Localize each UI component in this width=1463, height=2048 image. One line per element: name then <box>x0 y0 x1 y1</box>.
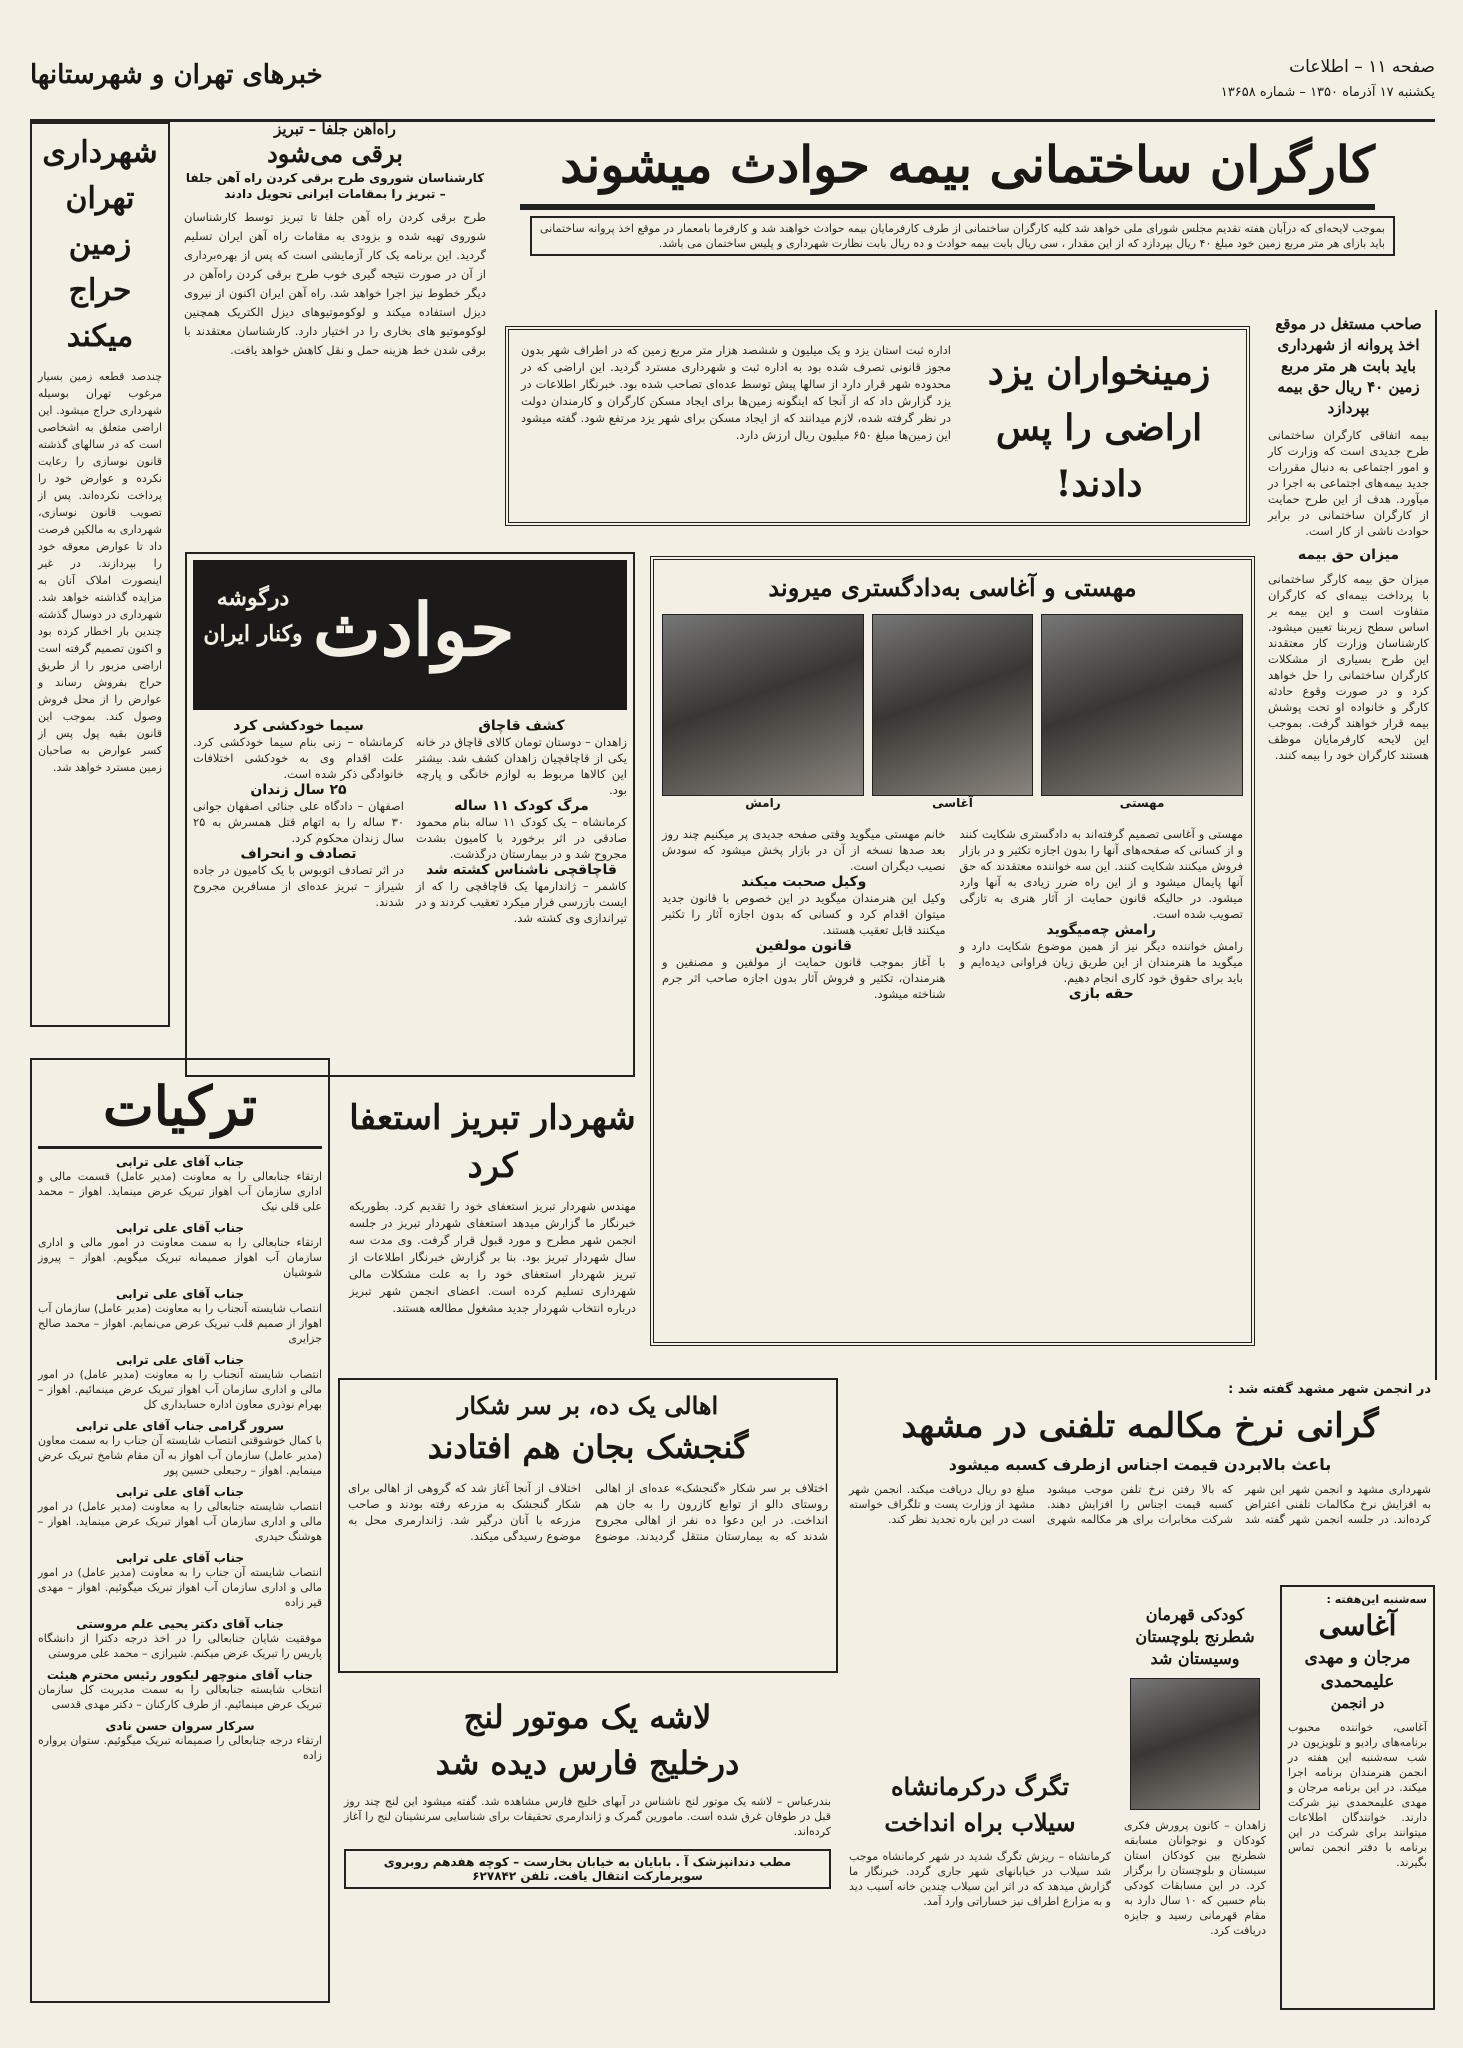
singers-body: رامش خواننده دیگر نیز از همین موضوع شکایت دارد و میگوید ما هنرمندان از این طریق زیان فراوانی دیده‌ایم و باید برای حقوق خود کاری انجام دهیم. <box>959 939 1243 985</box>
congratulations-title: ترکیات <box>38 1066 322 1149</box>
section-title: خبرهای تهران و شهرستانها <box>30 60 323 90</box>
singers-sub: وکیل صحبت میکند <box>741 874 867 890</box>
congrats-item: جناب آقای منوچهر لیکوور رئیس محترم هیئت انتخاب شایسته جنابعالی را به سمت مدیریت کل سازمان تبریک عرض مینمائیم. از طرف کارکنان – دکتر مهدی قدسی <box>38 1668 322 1711</box>
phone-rate-story <box>845 1378 1435 1558</box>
singers-body: مهستی و آغاسی تصمیم گرفته‌اند به دادگستری شکایت کنند و از کسانی که صفحه‌های آنها را بدون اجازه تکثیر و در بازار فروش میکنند شکایت کنند. این سه خواننده معتقدند که حق آنها پایمال میشود و از این راه ضرر زیادی به آنها وارد میشود. در حالیکه قانون حمایت از آثار هنری به تازگی تصویب شده است. <box>959 827 1243 921</box>
congratulations-section <box>30 1058 330 2003</box>
lead-story <box>500 126 1435 276</box>
chess-body: زاهدان – کانون پرورش فکری کودکان و نوجوانان مسابقه شطرنج بین کودکان استان سیستان و بلوچستان را برگزار کرد. در این مسابقات کودکی بنام حسین که ۱۰ سال دارد به مقام قهرمانی رسید و جایزه دریافت کرد. <box>1124 1819 1266 1937</box>
dentist-ad: مطب دندانپزشک آ . بابایان به خیابان بخارست – کوچه هفدهم روبروی سوپرمارکت انتقال یافت. تلفن ۶۲۷۸۴۲ <box>344 1849 831 1889</box>
railway-title: برقی می‌شود <box>267 139 403 168</box>
photo-ramesh <box>662 614 864 814</box>
insurance-detail-head: صاحب مستغل در موقع اخذ پروانه از شهرداری باید بابت هر متر مربع زمین ۴۰ ریال حق بیمه بپردازد <box>1275 315 1422 417</box>
tabriz-body: مهندس شهردار تبریز استعفای خود را تقدیم کرد. بطوریکه خبرنگار ما گزارش میدهد استعفای شهردار تبریز در جلسه انجمن شهر مطرح و مورد قبول قرار گرفت. وی مدت سه سال شهردار تبریز بود. بنا بر گزارش خبرنگار اطلاعات از تبریز شهردار استعفای خود را به علت مشکلات مالی شهرداری تسلیم کرده است. اعضای انجمن شهر تبریز درباره انتخاب شهردار جدید مشغول مطالعه هستند. <box>349 1199 636 1315</box>
lenj-title2: درخلیج فارس دیده شد <box>435 1744 740 1782</box>
lenj-body: بندرعباس – لاشه یک موتور لنج ناشناس در آبهای خلیج فارس مشاهده شد. گفته میشود این لنج چند روز قبل در طوفان غرق شده است. مامورین گمرک و ژاندارمری تحقیقات برای شناسایی سرنشینان لنج را آغاز کرده‌اند. <box>344 1795 831 1838</box>
tehran-auction-title: شهرداری تهران زمین حراج میکند <box>42 135 158 354</box>
sparrow-story <box>338 1378 838 1673</box>
lead-intro: بموجب لایحه‌ای که درآبان هفته تقدیم مجلس شورای ملی خواهد شد کلیه کارگران ساختمانی از طرف کارفرمایان بیمه حوادث خواهند شد و کارفرما بامعمار در موقع اخذ پروانه ساختمانی باید بازای هر متر مربع زمین خود مبلغ ۴۰ ریال بپردازد که از این مقدار ، سی ریال بابت بیمه حوادث و ده ریال بابت نظارت شهرداری و پلیس ساختمان می باشد. <box>530 216 1395 256</box>
lead-title: کارگران ساختمانی بیمه حوادث میشوند <box>560 135 1375 194</box>
incident-item: سیما خودکشی کرد کرمانشاه – زنی بنام سیما خودکشی کرد. علت اقدام وی به خودکشی اختلافات خانوادگی ذکر شده است. <box>193 718 404 781</box>
kermanshah-title2: سیلاب براه انداخت <box>884 1808 1076 1837</box>
lenj-story <box>340 1690 835 2010</box>
ad-body: آغاسی، خواننده محبوب برنامه‌های رادیو و تلویزیون در شب سه‌شنبه این هفته در انجمن هنرمندان برنامه اجرا میکند. در این برنامه مرجان و مهدی علیمحمدی نیز شرکت دارند. خوانندگان اطلاعات میتوانند برای شرکت در این برنامه با دفتر انجمن تماس بگیرند. <box>1288 1721 1427 1869</box>
yazd-landowners-story <box>505 326 1250 526</box>
kermanshah-body: کرمانشاه – ریزش تگرگ شدید در شهر کرمانشاه موجب شد سیلاب در خیابانهای شهر جاری گردد. خبرنگار ما گزارش میدهد که در اثر این سیلاب چندین خانه آسیب دید و به مزارع اطراف نیز خساراتی وارد آمد. <box>849 1850 1111 1908</box>
tabriz-mayor-story <box>345 1090 640 1350</box>
phone-kicker: در انجمن شهر مشهد گفته شد : <box>1228 1382 1431 1397</box>
masthead <box>30 52 1435 122</box>
sparrow-body: اختلاف بر سر شکار «گنجشک» عده‌ای از اهالی روستای دالو از توابع کازرون را به جان هم انداخت. در این دعوا ده نفر از اهالی مجروح شدند که به بیمارستان منتقل گردیدند. موضوع اختلاف از آنجا آغاز شد که گروهی از اهالی برای شکار گنجشک به مزرعه رفته بودند و صاحب مزرعه با آنان درگیر شد. ژاندارمری محل به موضوع رسیدگی میکند. <box>348 1481 828 1543</box>
photo-mahasti <box>1041 614 1243 814</box>
incidents-section <box>185 552 635 1077</box>
phone-sub: باعث بالابردن قیمت اجناس ازطرف کسبه میشود <box>948 1455 1332 1474</box>
incidents-title: حوادث <box>313 587 515 672</box>
railway-body: طرح برقی کردن راه آهن جلفا تا تبریز توسط کارشناسان شوروی تهیه شده و بزودی به مقامات راه آهن ایران تسلیم گردید. این برنامه یک کار آزمایشی است که پس از بهره‌برداری از آن در صورت نتیجه گیری خوب طرح برقی کردن راه‌آهن در دیگر خطوط نیز اجرا خواهد شد. راه آهن ایران اکنون از نیروی دیزل استفاده میکند و لوکوموتیوهای دیزل الکتریک همچنین لوکوموتیو های بخاری را در اختیار دارد. کارشناسان معتقدند با برقی شدن خط هزینه حمل و نقل کاهش خواهد یافت. <box>184 210 486 357</box>
insurance-detail-sub: میزان حق بیمه <box>1297 547 1400 563</box>
singers-sub: رامش چه‌میگوید <box>1046 922 1156 938</box>
yazd-body: اداره ثبت استان یزد و یک میلیون و ششصد هزار متر مربع زمین که در اطراف شهر بدون مجوز قانونی تصرف شده بود به اداره ثبت و شهرداری مسترد گردید. این اراضی که در محدوده شهر قرار دارد از سالها پیش توسط عده‌ای تصاحب شده بود. خبرنگار اطلاعات در یزد گزارش داد که از آنجا که اینگونه زمین‌ها برای ایجاد مسکن کارگران و کارمندان دولت در نظر گرفته شده، لازم میدانند که از ایجاد مسکن برای شهر یزد مرتفع شود. گفته میشود این زمین‌ها مبلغ ۶۵۰ میلیون ریال ارزش دارد. <box>521 343 951 442</box>
incident-item: ۲۵ سال زندان اصفهان – دادگاه علی جنائی اصفهان جوانی ۳۰ ساله را به اتهام قتل همسرش به ۲۵ سال زندان محکوم کرد. <box>193 782 404 845</box>
ad-sub: مرجان و مهدی علیمحمدی <box>1304 1648 1411 1692</box>
singers-body: وکیل این هنرمندان میگوید در این خصوص با قانون جدید میتوان اقدام کرد و کسانی که بدون اجازه آثار را تکثیر میکنند قابل تعقیب هستند. <box>662 891 946 937</box>
congrats-item: جناب آقای علی ترابی انتصاب شایسته جنابعالی را به معاونت (مدیر عامل) در امور مالی و اداری سازمان آب اهواز تبریک عرض مینماید. اهواز – هوشنگ حیدری <box>38 1485 322 1543</box>
railway-story <box>180 116 490 536</box>
chess-story <box>1120 1600 1270 2000</box>
congrats-item: جناب آقای دکتر یحیی علم مروستی موفقیت شایان جنابعالی را در اخذ درجه دکترا از دانشگاه پاریس را تبریک عرض میکنم. شیرازی – محمد علی مروستی <box>38 1617 322 1660</box>
congrats-item: جناب آقای علی ترابی انتصاب شایسته آنجناب را به معاونت (مدیر عامل) سازمان آب اهواز از صمیم قلب تبریک عرض می‌نمایم. اهواز – محمد صالح جزایری <box>38 1287 322 1345</box>
incidents-list <box>193 718 627 926</box>
photo-caption: مهستی <box>1119 796 1165 810</box>
singers-text <box>662 826 1243 1002</box>
ad-kicker: سه‌شنبه این‌هفته : <box>1326 1593 1427 1606</box>
portrait-image <box>662 614 864 796</box>
railway-sub: کارشناسان شوروی طرح برقی کردن راه آهن جلفا – تبریز را بمقامات ایرانی تحویل دادند <box>185 171 485 201</box>
congrats-item: سرکار سروان حسن نادی ارتقاء درجه جنابعالی را صمیمانه تبریک میگوئیم. ستوان یرواره زاده <box>38 1719 322 1762</box>
kermanshah-title1: تگرگ درکرمانشاه <box>890 1772 1070 1801</box>
tabriz-title: شهردار تبریز استعفا کرد <box>349 1098 636 1186</box>
phone-title: گرانی نرخ مکالمه تلفنی در مشهد <box>901 1406 1379 1446</box>
congrats-item: سرور گرامی جناب آقای علی ترابی با کمال خوشوقتی انتصاب شایسته آن جناب را به سمت معاون (مدیر عامل) سازمان آب اهواز به آن مقام شامخ تبریک عرض مینمایم. اهواز – رجبعلی حسین پور <box>38 1419 322 1477</box>
incidents-side: درگوشه وکنار ایران <box>203 585 303 647</box>
page-line: صفحه ۱۱ – اطلاعات <box>1289 57 1435 77</box>
insurance-detail-body2: میزان حق بیمه کارگر ساختمانی با پرداخت بیمه‌ای که کارگران متفاوت است و این بیمه بر اساس سطح زیربنا تعیین میشود. کارشناسان وزارت کار معتقدند این طرح بسیاری از مشکلات کارگران ساختمانی را حل خواهد کرد و در صورت وقوع حادثه کارگر و خانواده او تحت پوشش بیمه قرار خواهند گرفت. بموجب این لایحه کارفرمایان موظف هستند کارگران خود را بیمه کنند. <box>1268 572 1429 762</box>
phone-body: شهرداری مشهد و انجمن شهر این شهر به افزایش نرخ مکالمات تلفنی اعتراض کرده‌اند. در جلسه انجمن شهر گفته شد که بالا رفتن نرخ تلفن موجب میشود کسبه قیمت اجناس را افزایش دهند. شرکت مخابرات برای هر مکالمه شهری مبلغ دو ریال دریافت میکند. انجمن شهر مشهد از وزارت پست و تلگراف خواسته است در این باره تجدید نظر کند. <box>849 1483 1431 1526</box>
singers-body: با آغاز بموجب قانون حمایت از مولفین و مصنفین و هنرمندان، تکثیر و فروش آثار بدون اجازه صاحب اثر جرم شناخته میشود. <box>662 955 946 1001</box>
page-info <box>1221 54 1435 106</box>
singers-body: خانم مهستی میگوید وقتی صفحه جدیدی پر میکنیم چند روز بعد صدها نسخه از آن در بازار پخش میشود که سودش نصیب دیگران است. <box>662 827 946 873</box>
ad-title: آغاسی <box>1318 1609 1397 1642</box>
sparrow-title2: گنجشک بجان هم افتادند <box>427 1428 749 1466</box>
kermanshah-story <box>845 1765 1115 2005</box>
singers-photos <box>662 614 1243 814</box>
congrats-item: جناب آقای علی ترابی ارتقاء جنابعالی را به معاونت (مدیر عامل) قسمت مالی و اداری سازمان آب اهواز تبریک عرض مینماید. اهواز – محمد علی قلی نیک <box>38 1155 322 1213</box>
railway-kicker: راه‌آهن جلفا – تبریز <box>274 120 396 138</box>
singers-story <box>650 556 1255 1346</box>
tehran-auction-story <box>30 122 170 1027</box>
date-line: یکشنبه ۱۷ آذرماه ۱۳۵۰ – شماره ۱۳۶۵۸ <box>1220 85 1435 100</box>
tehran-auction-body: چندصد قطعه زمین بسیار مرغوب تهران بوسیله شهرداری حراج میشود. این اراضی متعلق به اشخاصی است که در سالهای گذشته قانون نوسازی را رعایت نکرده و عوارض خود را پرداخت نکرده‌اند. پس از تصویب قانون نوسازی، شهرداری به مالکین فرصت داد تا عوارض معوقه خود را بپردازند. در غیر اینصورت املاک آنان به مزایده گذاشته خواهد شد. شهرداری در دوسال گذشته چندین بار اخطار کرده بود و اکنون تصمیم گرفته است اراضی مزبور را از طریق حراج بفروش رساند و عوارض را از محل فروش وصول کند. بموجب این قانون بقیه پول پس از کسر عوارض به صاحبان زمین مسترد خواهد شد. <box>38 370 162 774</box>
congrats-item: جناب آقای علی ترابی ارتقاء جنابعالی را به سمت معاونت در امور مالی و اداری سازمان آب اهواز صمیمانه تبریک میگویم. اهواز – پیروز شوشیان <box>38 1221 322 1279</box>
congrats-item: جناب آقای علی ترابی انتصاب شایسته آنجناب را به معاونت (مدیر عامل) در امور مالی و اداری سازمان آب اهواز تبریک عرض مینمائیم. اهواز – بهرام نوذری معاون اداره حسابداری کل <box>38 1353 322 1411</box>
aghasi-concert-ad <box>1280 1585 1435 2010</box>
sparrow-title1: اهالی یک ده، بر سر شکار <box>457 1391 719 1420</box>
incidents-banner <box>193 560 627 710</box>
congrats-item: جناب آقای علی ترابی انتصاب شایسته آن جناب را به معاونت (مدیر عامل) در امور مالی و اداری سازمان آب اهواز تبریک میگوئیم. اهواز – مهدی قیر زاده <box>38 1551 322 1609</box>
incident-item: مرگ کودک ۱۱ ساله کرمانشاه – یک کودک ۱۱ ساله بنام محمود صادقی در اثر برخورد با کامیون بشدت مجروح شد و در بیمارستان درگذشت. <box>416 798 627 861</box>
singers-sub: حقه بازی <box>1068 986 1134 1002</box>
portrait-image <box>872 614 1033 796</box>
insurance-detail-body1: بیمه اتفاقی کارگران ساختمانی طرح جدیدی است که وزارت کار و امور اجتماعی به دنبال مقررات جدید بیمه‌های اجتماعی به اجرا در میآورد. هدف از این طرح حمایت از کارگران ساختمانی در برابر حوادث ناشی از کار است. <box>1268 428 1429 538</box>
congratulations-list <box>38 1155 322 1763</box>
chess-title: کودکی قهرمان شطرنج بلوچستان وسیستان شد <box>1135 1605 1255 1668</box>
chess-boy-photo <box>1130 1678 1260 1810</box>
singers-title: مهستی و آغاسی به‌دادگستری میروند <box>768 573 1137 602</box>
ad-place: در انجمن <box>1330 1696 1385 1712</box>
lenj-title1: لاشه یک موتور لنج <box>463 1698 712 1736</box>
incident-item: کشف قاچاق زاهدان – دوستان تومان کالای قاچاق در خانه یکی از قاچاقچیان زاهدان کشف شد. بیشتر این کالاها مربوط به لوازم خانگی و پارچه بود. <box>416 718 627 797</box>
insurance-detail-column <box>1262 310 1437 1380</box>
photo-caption: آغاسی <box>932 796 973 810</box>
incident-item: قاچاقچی ناشناس کشته شد کاشمر – ژاندارمها یک قاچاقچی را که از ایست بازرسی فرار میکرد تعقیب کردند و در تیراندازی وی کشته شد. <box>416 862 627 925</box>
photo-caption: رامش <box>745 796 781 810</box>
photo-aghasi <box>872 614 1033 814</box>
singers-sub: قانون مولفین <box>755 938 852 954</box>
portrait-image <box>1041 614 1243 796</box>
incident-item: تصادف و انحراف در اثر تصادف اتوبوس با یک کامیون در جاده شیراز – تبریز عده‌ای از مسافرین مجروح شدند. <box>193 846 404 909</box>
yazd-title: زمینخواران یزد اراضی را پس دادند! <box>987 351 1211 505</box>
